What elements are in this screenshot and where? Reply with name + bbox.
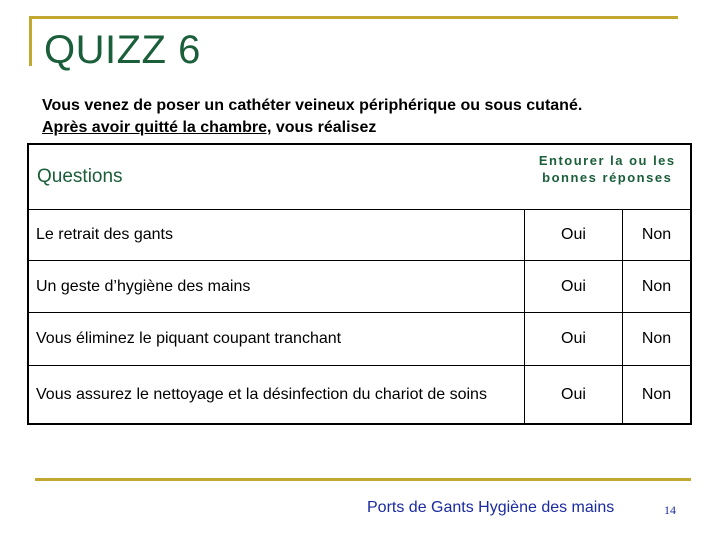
footer-text: Ports de Gants Hygiène des mains [367,499,615,516]
header-instruction: Entourer la ou les bonnes réponses [525,144,692,210]
question-text: Vous assurez le nettoyage et la désinfection du chariot de soins [28,366,525,425]
quiz-table [27,143,692,425]
answer-no[interactable]: Non [623,210,692,261]
intro-line-1: Vous venez de poser un cathéter veineux périphérique ou sous cutané. [42,97,583,114]
decorative-top-line [29,16,678,19]
slide-title: QUIZZ 6 [44,28,201,72]
decorative-left-line [29,16,32,66]
answer-no[interactable]: Non [623,366,692,425]
intro-rest-text: vous réalisez [271,119,377,136]
table-row [28,261,691,313]
answer-yes[interactable]: Oui [525,261,623,313]
answer-yes[interactable]: Oui [525,210,623,261]
answer-yes[interactable]: Oui [525,366,623,425]
table-header-row [28,144,691,210]
question-text: Le retrait des gants [28,210,525,261]
answer-yes[interactable]: Oui [525,313,623,366]
header-questions: Questions [28,144,525,210]
decorative-bottom-line [35,478,691,481]
page-number: 14 [664,503,676,517]
table-row [28,313,691,366]
answer-no[interactable]: Non [623,261,692,313]
table-row [28,366,691,425]
question-text: Un geste d’hygiène des mains [28,261,525,313]
table-row [28,210,691,261]
intro-underlined-text: Après avoir quitté la chambre, [42,119,272,136]
answer-no[interactable]: Non [623,313,692,366]
intro-line-2 [42,117,682,139]
question-text: Vous éliminez le piquant coupant tranchant [28,313,525,366]
intro-text [42,95,682,139]
